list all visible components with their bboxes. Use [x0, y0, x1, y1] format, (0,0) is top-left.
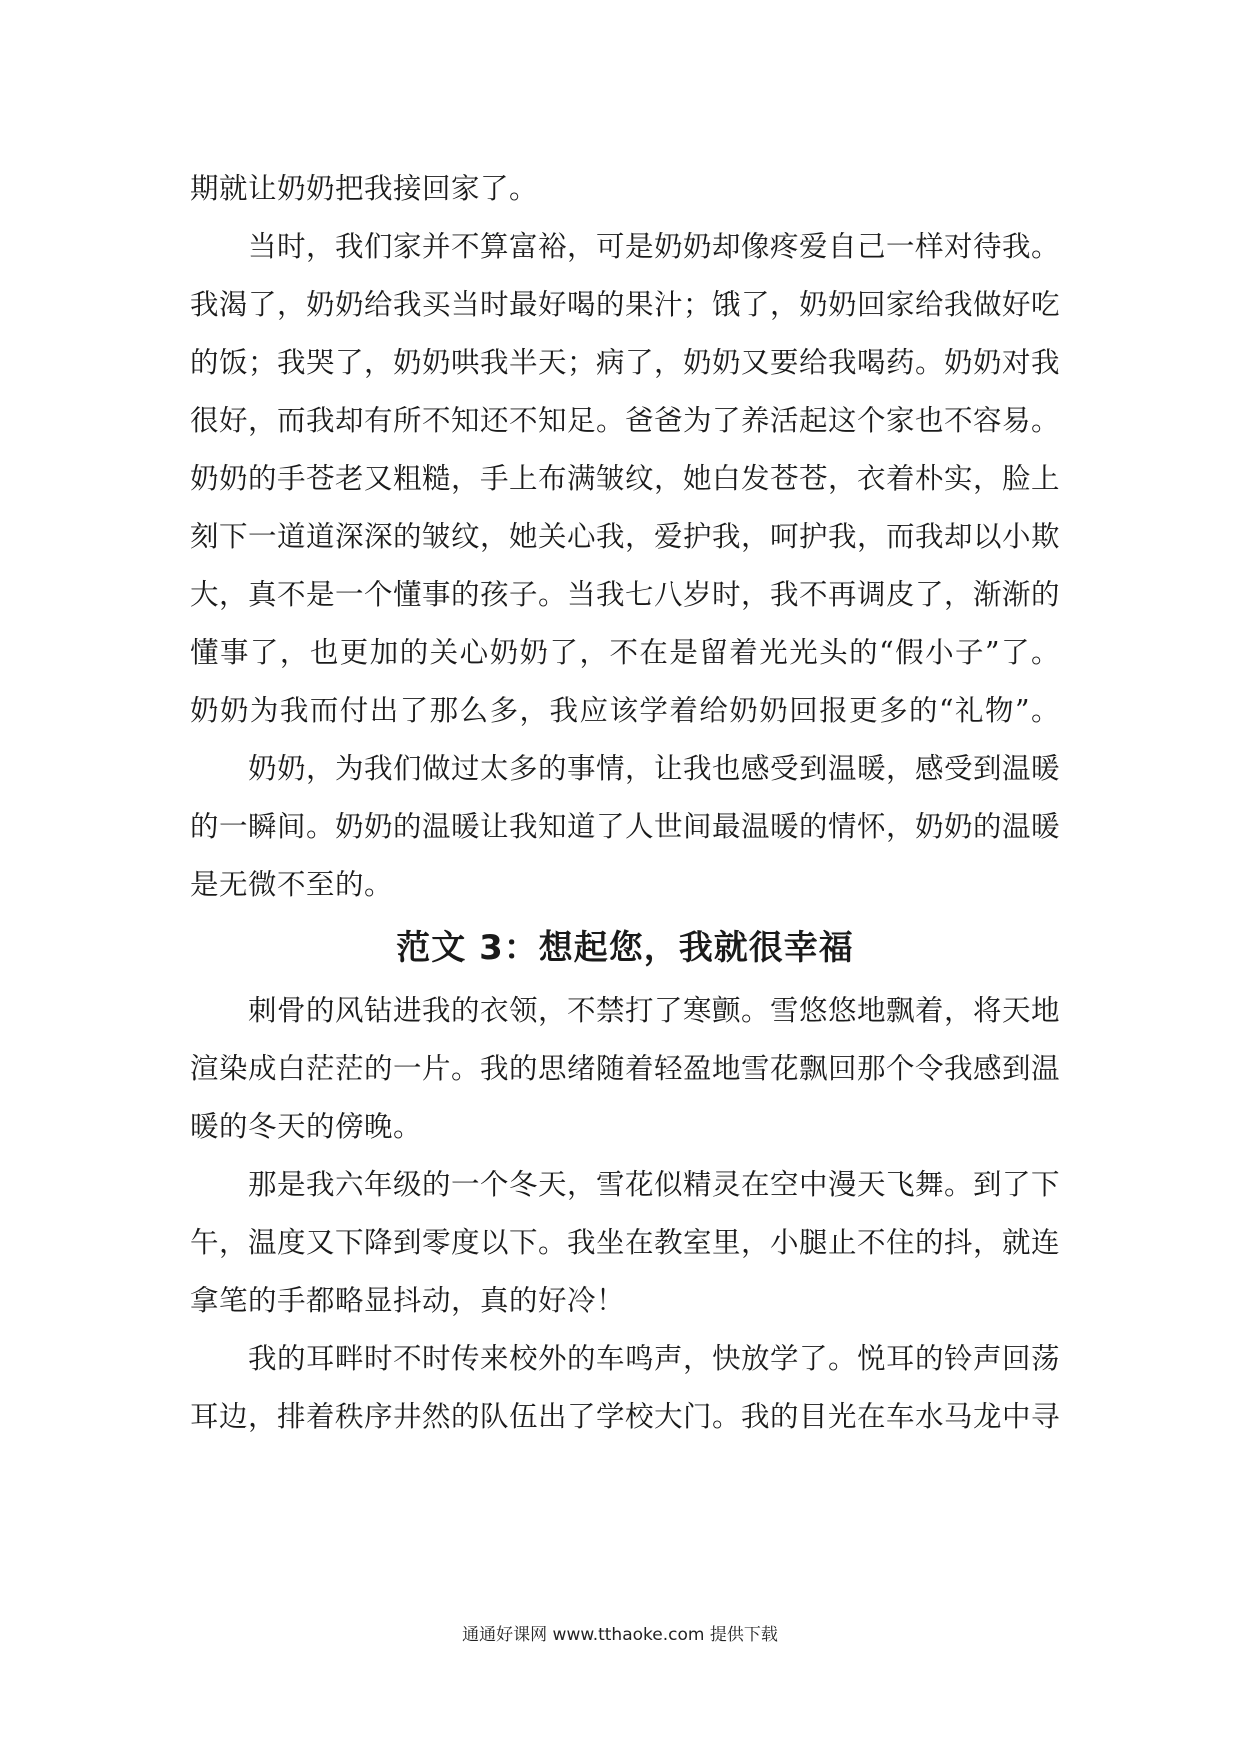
text-line: 暖的冬天的傍晚。 [190, 1110, 423, 1143]
paragraph-3 [190, 740, 1060, 914]
text-line: 是无微不至的。 [190, 868, 394, 901]
text-line: 我的耳畔时不时传来校外的车鸣声，快放学了。悦耳的铃声回荡 [248, 1342, 1061, 1375]
text-line: 当时，我们家并不算富裕，可是奶奶却像疼爱自己一样对待我。 [248, 230, 1061, 263]
text-line: 刻下一道道深深的皱纹，她关心我，爱护我，呵护我，而我却以小欺 [190, 520, 1061, 553]
text-line: 期就让奶奶把我接回家了。 [190, 172, 539, 205]
text-line: 渲染成白茫茫的一片。我的思绪随着轻盈地雪花飘回那个令我感到温 [190, 1052, 1061, 1085]
text-line: 奶奶，为我们做过太多的事情，让我也感受到温暖，感受到温暖 [248, 752, 1061, 785]
text-line: 很好，而我却有所不知还不知足。爸爸为了养活起这个家也不容易。 [190, 404, 1061, 437]
text-line: 奶奶的手苍老又粗糙，手上布满皱纹，她白发苍苍，衣着朴实，脸上 [190, 462, 1061, 495]
paragraph-1 [190, 160, 1060, 218]
text-line: 的饭；我哭了，奶奶哄我半天；病了，奶奶又要给我喝药。奶奶对我 [190, 346, 1061, 379]
paragraph-4 [190, 982, 1060, 1156]
text-line: 拿笔的手都略显抖动，真的好冷！ [190, 1284, 626, 1317]
page-footer: 通通好课网 www.tthaoke.com 提供下载 [462, 1625, 778, 1645]
text-line: 奶奶为我而付出了那么多，我应该学着给奶奶回报更多的“礼物”。 [190, 694, 1060, 727]
text-line: 懂事了，也更加的关心奶奶了，不在是留着光光头的“假小子”了。 [190, 636, 1060, 669]
text-line: 那是我六年级的一个冬天，雪花似精灵在空中漫天飞舞。到了下 [248, 1168, 1061, 1201]
text-line: 午，温度又下降到零度以下。我坐在教室里，小腿止不住的抖，就连 [190, 1226, 1061, 1259]
text-line: 耳边，排着秩序井然的队伍出了学校大门。我的目光在车水马龙中寻 [190, 1400, 1061, 1433]
paragraph-5 [190, 1156, 1060, 1330]
paragraph-6 [190, 1330, 1060, 1446]
text-line: 我渴了，奶奶给我买当时最好喝的果汁；饿了，奶奶回家给我做好吃 [190, 288, 1061, 321]
document-body [190, 160, 1060, 1446]
section-heading: 范文 3：想起您，我就很幸福 [396, 928, 854, 968]
paragraph-2 [190, 218, 1060, 740]
text-line: 大，真不是一个懂事的孩子。当我七八岁时，我不再调皮了，渐渐的 [190, 578, 1061, 611]
text-line: 的一瞬间。奶奶的温暖让我知道了人世间最温暖的情怀，奶奶的温暖 [190, 810, 1061, 843]
text-line: 刺骨的风钻进我的衣领，不禁打了寒颤。雪悠悠地飘着，将天地 [248, 994, 1061, 1027]
